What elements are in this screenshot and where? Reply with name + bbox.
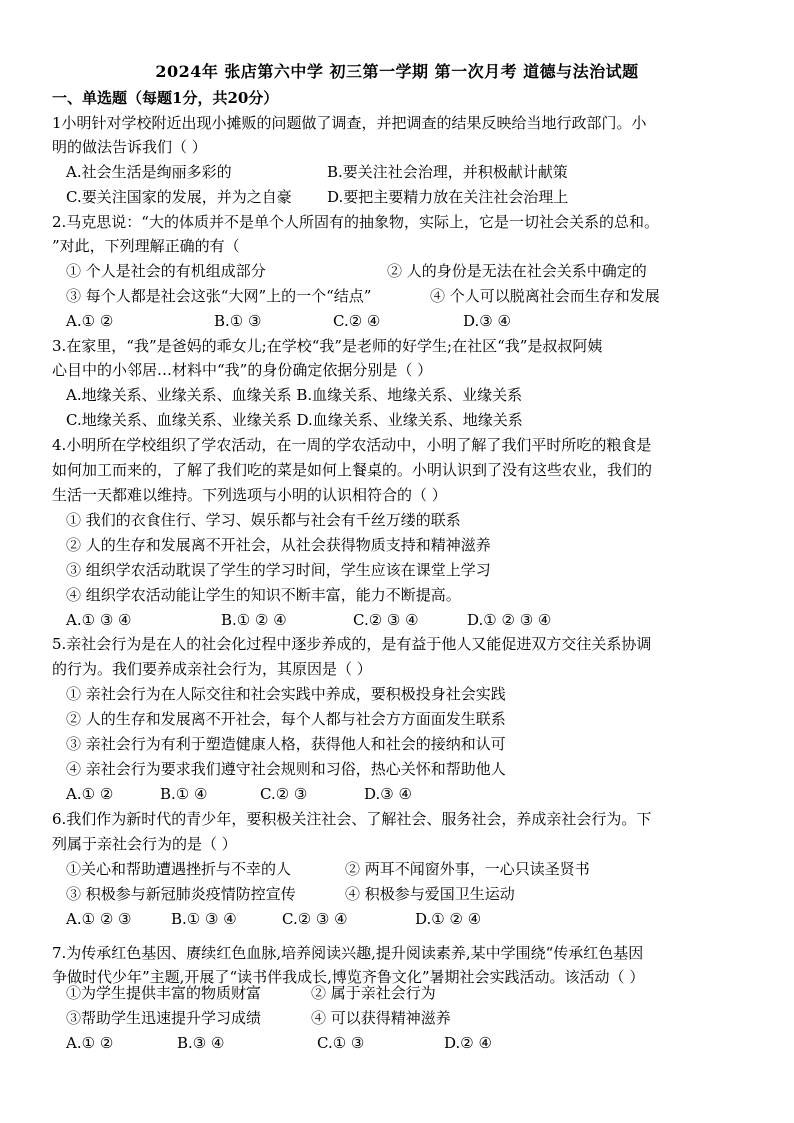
q7-statement-3: ③帮助学生迅速提升学习成绩 xyxy=(66,1009,262,1027)
q5-option-b: B.① ④ xyxy=(160,785,208,803)
q7-statement-1: ①为学生提供丰富的物质财富 xyxy=(66,984,262,1002)
q7-stem-line1: 7.为传承红色基因、赓续红色血脉,培养阅读兴趣,提升阅读素养,某中学围绕“传承红色基因 xyxy=(52,944,644,962)
q7-option-b: B.③ ④ xyxy=(177,1034,225,1052)
q6-stem-line2: 列属于亲社会行为的是（ ） xyxy=(52,835,237,853)
q2-stem-line1: 2.马克思说：“大的体质并不是单个人所固有的抽象物，实际上，它是一切社会关系的总和。 xyxy=(52,213,659,231)
q2-statement-2: ② 人的身份是无法在社会关系中确定的 xyxy=(387,262,647,280)
q4-option-d: D.① ② ③ ④ xyxy=(467,611,552,629)
q6-statement-1: ①关心和帮助遭遇挫折与不幸的人 xyxy=(66,860,292,878)
q2-option-c: C.② ④ xyxy=(333,312,381,330)
q5-option-c: C.② ③ xyxy=(260,785,308,803)
q6-statement-4: ④ 积极参与爱国卫生运动 xyxy=(345,885,515,903)
q5-statement-3: ③ 亲社会行为有利于塑造健康人格，获得他人和社会的接纳和认可 xyxy=(66,735,506,753)
q1-option-a: A.社会生活是绚丽多彩的 xyxy=(66,163,232,181)
q7-option-c: C.① ③ xyxy=(317,1034,365,1052)
q5-stem-line1: 5.亲社会行为是在人的社会化过程中逐步养成的，是有益于他人又能促进双方交往关系协调 xyxy=(52,635,652,653)
q1-option-c: C.要关注国家的发展，并为之自豪 xyxy=(66,188,292,206)
q3-options-cd: C.地缘关系、血缘关系、业缘关系 D.血缘关系、业缘关系、地缘关系 xyxy=(66,411,523,429)
q6-option-d: D.① ② ④ xyxy=(415,910,482,928)
q7-statement-4: ④ 可以获得精神滋养 xyxy=(311,1009,451,1027)
q2-option-d: D.③ ④ xyxy=(463,312,511,330)
q6-option-a: A.① ② ③ xyxy=(66,910,132,928)
q1-option-d: D.要把主要精力放在关注社会治理上 xyxy=(327,188,569,206)
q2-stem-line2: ”对此，下列理解正确的有（ xyxy=(52,237,240,255)
q1-stem-line2: 明的做法告诉我们（ ） xyxy=(52,138,207,156)
q4-option-b: B.① ② ④ xyxy=(221,611,287,629)
q2-statement-1: ① 个人是社会的有机组成部分 xyxy=(66,262,266,280)
q7-statement-2: ② 属于亲社会行为 xyxy=(311,984,436,1002)
q6-stem-line1: 6.我们作为新时代的青少年，要积极关注社会、了解社会、服务社会，养成亲社会行为。下 xyxy=(52,810,652,828)
q5-statement-2: ② 人的生存和发展离不开社会，每个人都与社会方方面面发生联系 xyxy=(66,710,506,728)
q1-option-b: B.要关注社会治理，并积极献计献策 xyxy=(327,163,568,181)
q6-option-b: B.① ③ ④ xyxy=(171,910,237,928)
q5-stem-line2: 的行为。我们要养成亲社会行为，其原因是（ ） xyxy=(52,660,372,678)
q2-option-b: B.① ③ xyxy=(214,312,262,330)
q2-statement-4: ④ 个人可以脱离社会而生存和发展 xyxy=(430,287,660,305)
q3-options-ab: A.地缘关系、业缘关系、血缘关系 B.血缘关系、地缘关系、业缘关系 xyxy=(66,386,523,404)
exam-title: 2024年 张店第六中学 初三第一学期 第一次月考 道德与法治试题 xyxy=(155,62,639,81)
q6-option-c: C.② ③ ④ xyxy=(282,910,348,928)
q4-statement-2: ② 人的生存和发展离不开社会，从社会获得物质支持和精神滋养 xyxy=(66,536,491,554)
q5-option-a: A.① ② xyxy=(66,785,114,803)
section-heading: 一、单选题（每题1分，共20分） xyxy=(52,89,279,107)
q4-stem-line1: 4.小明所在学校组织了学农活动，在一周的学农活动中，小明了解了我们平时所吃的粮食是 xyxy=(52,436,652,454)
q6-statement-2: ② 两耳不闻窗外事，一心只读圣贤书 xyxy=(345,860,590,878)
q1-stem-line1: 1小明针对学校附近出现小摊贩的问题做了调查，并把调查的结果反映给当地行政部门。小 xyxy=(52,114,647,132)
q4-option-c: C.② ③ ④ xyxy=(353,611,419,629)
q7-option-d: D.② ④ xyxy=(444,1034,492,1052)
q2-statement-3: ③ 每个人都是社会这张“大网”上的一个“结点” xyxy=(66,287,372,305)
q7-option-a: A.① ② xyxy=(66,1034,114,1052)
q2-option-a: A.① ② xyxy=(66,312,114,330)
q3-stem-line1: 3.在家里，“我”是爸妈的乖女儿;在学校“我”是老师的好学生;在社区“我”是叔叔阿姨 xyxy=(52,337,603,355)
q4-statement-4: ④ 组织学农活动能让学生的知识不断丰富，能力不断提高。 xyxy=(66,586,461,604)
q5-statement-4: ④ 亲社会行为要求我们遵守社会规则和习俗，热心关怀和帮助他人 xyxy=(66,760,506,778)
q4-statement-1: ① 我们的衣食住行、学习、娱乐都与社会有千丝万缕的联系 xyxy=(66,511,461,529)
q4-option-a: A.① ③ ④ xyxy=(66,611,132,629)
q7-stem-line2: 争做时代少年”主题,开展了“读书伴我成长,博览齐鲁文化”暑期社会实践活动。该活动（ ） xyxy=(52,968,645,986)
q5-statement-1: ① 亲社会行为在人际交往和社会实践中养成，要积极投身社会实践 xyxy=(66,685,506,703)
q5-option-d: D.③ ④ xyxy=(364,785,412,803)
q4-statement-3: ③ 组织学农活动耽误了学生的学习时间，学生应该在课堂上学习 xyxy=(66,561,491,579)
q4-stem-line3: 生活一天都难以维持。下列选项与小明的认识相符合的（ ） xyxy=(52,486,447,504)
q3-stem-line2: 心目中的小邻居…材料中“我”的身份确定依据分别是（ ） xyxy=(52,361,433,379)
q6-statement-3: ③ 积极参与新冠肺炎疫情防控宣传 xyxy=(66,885,296,903)
q4-stem-line2: 如何加工而来的，了解了我们吃的菜是如何上餐桌的。小明认识到了没有这些农业，我们的 xyxy=(52,461,653,479)
